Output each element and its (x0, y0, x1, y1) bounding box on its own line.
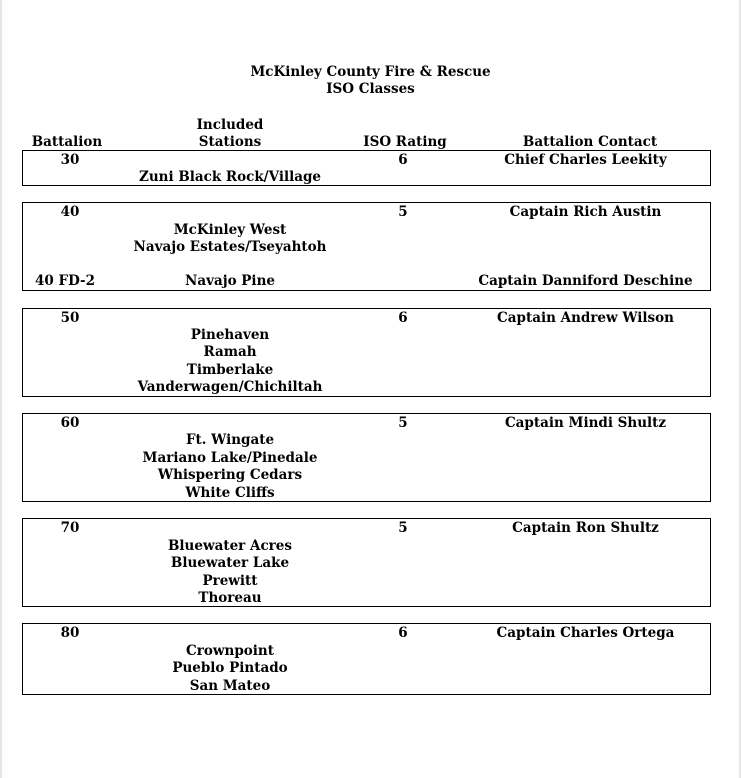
page-edge-left (0, 0, 2, 778)
battalion-contact: Chief Charles Leekity (504, 152, 667, 168)
document-title: McKinley County Fire & Rescue (250, 64, 491, 80)
station-name: San Mateo (189, 678, 271, 694)
iso-rating: 5 (398, 520, 408, 536)
station-name: Zuni Black Rock/Village (139, 169, 321, 185)
station-name: Whispering Cedars (157, 467, 303, 483)
iso-rating: 6 (398, 152, 408, 168)
battalion-block (22, 202, 711, 291)
battalion-block (22, 518, 711, 607)
station-name: Thoreau (198, 590, 262, 606)
battalion-number: 80 (60, 625, 80, 641)
station-name: Mariano Lake/Pinedale (142, 450, 318, 466)
station-name: Pinehaven (190, 327, 270, 343)
battalion-contact: Captain Mindi Shultz (504, 415, 667, 431)
station-name: Ft. Wingate (185, 432, 275, 448)
station-name: White Cliffs (185, 485, 275, 501)
battalion-block (22, 623, 711, 695)
station-name: Ramah (203, 344, 257, 360)
header-included: Included (196, 117, 264, 133)
station-name: Prewitt (202, 573, 258, 589)
station-name: Pueblo Pintado (172, 660, 288, 676)
sub-battalion-number: 40 FD-2 (35, 273, 96, 289)
battalion-number: 60 (60, 415, 80, 431)
header-stations: Stations (198, 134, 262, 150)
battalion-number: 40 (60, 204, 80, 220)
battalion-number: 70 (60, 520, 80, 536)
station-name: Bluewater Acres (168, 538, 292, 554)
iso-rating: 5 (398, 204, 408, 220)
battalion-number: 50 (60, 310, 80, 326)
station-name: Navajo Estates/Tseyahtoh (133, 239, 327, 255)
battalion-contact: Captain Andrew Wilson (497, 310, 674, 326)
iso-rating: 6 (398, 310, 408, 326)
battalion-contact: Captain Rich Austin (509, 204, 662, 220)
station-name: Navajo Pine (185, 273, 275, 289)
battalion-block (22, 308, 711, 397)
battalion-contact: Captain Danniford Deschine (478, 273, 693, 289)
header-battalion-contact: Battalion Contact (522, 134, 658, 150)
station-name: Timberlake (186, 362, 274, 378)
station-name: McKinley West (173, 222, 287, 238)
battalion-contact: Captain Ron Shultz (512, 520, 659, 536)
header-battalion: Battalion (31, 134, 103, 150)
battalion-block (22, 413, 711, 502)
document-subtitle: ISO Classes (326, 81, 415, 97)
iso-rating: 6 (398, 625, 408, 641)
battalion-contact: Captain Charles Ortega (496, 625, 675, 641)
iso-rating: 5 (398, 415, 408, 431)
battalion-number: 30 (60, 152, 80, 168)
header-iso-rating: ISO Rating (363, 134, 447, 150)
station-name: Crownpoint (186, 643, 274, 659)
station-name: Vanderwagen/Chichiltah (137, 379, 323, 395)
battalion-block (22, 150, 711, 186)
station-name: Bluewater Lake (170, 555, 290, 571)
